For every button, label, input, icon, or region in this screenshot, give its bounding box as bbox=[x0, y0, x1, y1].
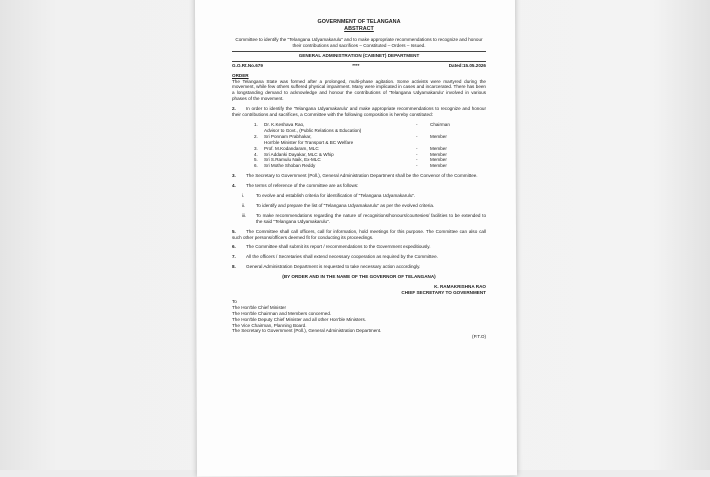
by-order-line: (BY ORDER AND IN THE NAME OF THE GOVERNOR OF TELANGANA) bbox=[282, 274, 436, 280]
para-7: 7. All the officers / Secretaries shall extend necessary cooperation as required by the Committee. bbox=[232, 254, 438, 260]
recipient: The Vice Chairman, Planning Board. bbox=[232, 322, 307, 328]
para-8: 8. General Administration Department is requested to take necessary action accordingly. bbox=[232, 264, 421, 270]
member-row: 5. Sri S.Ramulu Naik, Ex-MLC - Member bbox=[254, 157, 447, 163]
recipient: The Hon'ble Deputy Chief Minister and all other Hon'ble Ministers. bbox=[232, 316, 367, 322]
dated: Dated:15.05.2026 bbox=[448, 62, 486, 68]
subject-text: Committee to identify the "Telangana Udyamakarulu" and to make appropriate recommendations to recognize and honour their contributions and sacrifices – Constituted – Orders – Issued. bbox=[235, 37, 483, 48]
stars: **** bbox=[352, 62, 360, 68]
recipient: The Hon'ble Chief Minister bbox=[232, 304, 286, 310]
para-6: 6. The Committee shall submit its report / recommendations to the Government expeditiously. bbox=[232, 244, 431, 250]
member-row: Advisor to Govt., (Public Relations & Education) bbox=[264, 127, 362, 133]
government-heading: GOVERNMENT OF TELANGANA bbox=[317, 19, 401, 25]
recipient: The Secretary to Government (Poll.), General Administration Department. bbox=[232, 328, 382, 334]
member-row: 3. Prof. M.Kodandaram, MLC - Member bbox=[254, 145, 447, 151]
member-row: 6. Sri Mothe Shoban Reddy - Member bbox=[254, 163, 447, 169]
member-row: 1. Dr. K.Keshava Rao, - Chairman bbox=[254, 121, 450, 127]
go-number: G.O.Rt.No.679 bbox=[232, 62, 263, 68]
term-item: i. To evolve and establish criteria for identification of "Telangana Udyamakarulu". bbox=[242, 193, 416, 199]
recipient: The Hon'ble Chairman and Members concerned. bbox=[232, 310, 332, 316]
signatory-title: CHIEF SECRETARY TO GOVERNMENT bbox=[401, 290, 486, 295]
divider bbox=[232, 61, 486, 62]
member-row: 4. Sri Addanki Dayakar, MLC & Whip - Member bbox=[254, 151, 447, 157]
para-5: 5. The Committee shall call officers, call for information, hold meetings for this purpose. The Committee can also call such other persons/officers deemed fit for conducting its proceedings. bbox=[232, 228, 486, 240]
para-4: 4. The terms of reference of the committee are as follows: bbox=[232, 183, 359, 189]
member-row: Hon'ble Minister for Transport & BC Welfare bbox=[264, 139, 354, 145]
abstract-heading: ABSTRACT bbox=[344, 26, 374, 32]
divider bbox=[232, 51, 486, 52]
term-item: ii. To identify and prepare the list of "Telangana Udyamakarulu" as per the evolved criteria. bbox=[242, 202, 435, 208]
pto-note: (P.T.O) bbox=[472, 334, 486, 340]
government-order bbox=[232, 19, 486, 340]
term-item: iii. To make recommendations regarding the nature of recognitions/honours/courtesies/ facilities to be extended to the said "Telangana Udyamakarulu". bbox=[242, 212, 486, 224]
para-2: 2. In order to identify the 'Telangana Udyamakarulu' and make appropriate recommendations to recognize and honour their contributions and sacrifices, a Committee with the following composition is hereby constituted: bbox=[232, 106, 486, 118]
order-heading: ORDER bbox=[232, 72, 249, 78]
department-heading: GENERAL ADMINISTRATION (CABINET) DEPARTMENT bbox=[298, 52, 420, 58]
to-label: To bbox=[232, 298, 237, 304]
member-row: 2. Sri Ponnam Prabhakar, - Member bbox=[254, 133, 447, 139]
para-number: 2. bbox=[232, 106, 236, 112]
signatory-name: K. RAMAKRISHNA RAO bbox=[434, 284, 486, 290]
para-1: The Telangana State was formed after a prolonged, multi-phase agitation. Some activists were martyred during the movement, while few others suffered physical impairment. Many were implicated in cases and incarcerated. There has been a longstanding demand to acknowledge and honour the contributions of 'Telangana Udyamakarulu' involved in various phases of the movement. bbox=[232, 78, 486, 102]
members-list bbox=[232, 122, 486, 169]
para-3: 3. The Secretary to Government (Poll.), General Administration Department shall be the Convenor of the Committee. bbox=[232, 173, 478, 179]
